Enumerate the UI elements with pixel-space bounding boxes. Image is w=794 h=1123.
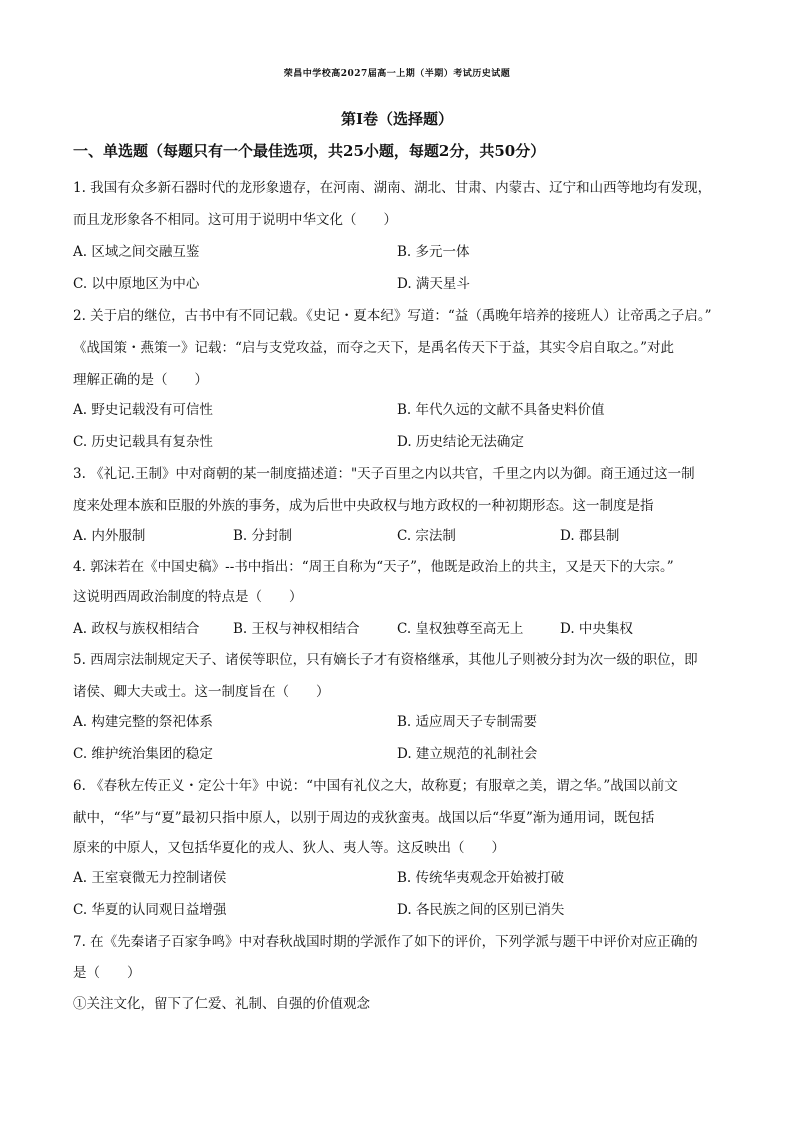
question-7-text-line-1: 7. 在《先秦诸子百家争鸣》中对春秋战国时期的学派作了如下的评价，下列学派与题干中评价对应正确的 [73, 934, 698, 950]
question-6-option-c: C. 华夏的认同观日益增强 [73, 902, 227, 918]
question-1-option-c: C. 以中原地区为中心 [73, 276, 200, 292]
question-4-option-c: C. 皇权独尊至高无上 [397, 621, 524, 637]
question-6-option-a: A. 王室衰微无力控制诸侯 [73, 870, 227, 886]
question-1-option-b: B. 多元一体 [397, 244, 470, 260]
question-6-text-line-1: 6. 《春秋左传正义・定公十年》中说：“中国有礼仪之大，故称夏；有服章之美，谓之华。”战国以前文 [73, 778, 678, 794]
question-4-option-b: B. 王权与神权相结合 [233, 621, 360, 637]
question-3-option-d: D. 郡县制 [560, 528, 620, 544]
question-4-text-line-2: 这说明西周政治制度的特点是（ ） [73, 589, 303, 605]
question-3-option-b: B. 分封制 [233, 528, 293, 544]
question-2-text-line-3: 理解正确的是（ ） [73, 372, 208, 388]
question-1-option-d: D. 满天星斗 [397, 276, 470, 292]
question-4-option-d: D. 中央集权 [560, 621, 633, 637]
question-5-text-line-1: 5. 西周宗法制规定天子、诸侯等职位，只有嫡长子才有资格继承，其他儿子则被分封为次一级的职位，即 [73, 652, 698, 668]
question-5-option-a: A. 构建完整的祭祀体系 [73, 714, 213, 730]
question-3-option-a: A. 内外服制 [73, 528, 146, 544]
question-1-option-a: A. 区域之间交融互鉴 [73, 244, 200, 260]
question-2-option-b: B. 年代久远的文献不具备史料价值 [397, 402, 605, 418]
question-3-text-line-1: 3. 《礼记.王制》中对商朝的某一制度描述道："天子百里之内以共官，千里之内以为御。商王通过这一制 [73, 466, 695, 482]
question-3-text-line-2: 度来处理本族和臣服的外族的事务，成为后世中央政权与地方政权的一种初期形态。这一制度是指 [73, 498, 654, 514]
question-4-text-line-1: 4. 郭沫若在《中国史稿》--书中指出：“周王自称为“天子”，他既是政治上的共主，又是天下的大宗。” [73, 559, 674, 575]
question-5-option-d: D. 建立规范的礼制社会 [397, 746, 538, 762]
question-2-option-d: D. 历史结论无法确定 [397, 434, 524, 450]
question-7-statement-1: ①关注文化，留下了仁爱、礼制、自强的价值观念 [73, 996, 370, 1012]
question-1-text-line-2: 而且龙形象各不相同。这可用于说明中华文化（ ） [73, 212, 397, 228]
question-6-text-line-3: 原来的中原人，又包括华夏化的戎人、狄人、夷人等。这反映出（ ） [73, 840, 505, 856]
question-5-text-line-2: 诸侯、卿大夫或士。这一制度旨在（ ） [73, 684, 330, 700]
question-2-text-line-2: 《战国策・燕策一》记载：“启与支党攻益，而夺之天下，是禹名传天下于益，其实令启自取之。”对此 [73, 340, 675, 356]
question-1-text-line-1: 1. 我国有众多新石器时代的龙形象遗存，在河南、湖南、湖北、甘肃、内蒙古、辽宁和山西等地均有发现， [73, 180, 712, 196]
question-6-option-b: B. 传统华夷观念开始被打破 [397, 870, 565, 886]
question-5-option-c: C. 维护统治集团的稳定 [73, 746, 213, 762]
question-5-option-b: B. 适应周天子专制需要 [397, 714, 538, 730]
question-2-option-c: C. 历史记载具有复杂性 [73, 434, 213, 450]
question-4-option-a: A. 政权与族权相结合 [73, 621, 200, 637]
section-heading: 一、单选题（每题只有一个最佳选项，共25小题，每题2分，共50分） [73, 142, 546, 160]
question-2-text-line-1: 2. 关于启的继位，古书中有不同记载。《史记・夏本纪》写道：“益（禹晚年培养的接班人）让帝禹之子启。” [73, 308, 712, 324]
question-6-option-d: D. 各民族之间的区别已消失 [397, 902, 565, 918]
question-6-text-line-2: 献中，“华”与“夏”最初只指中原人，以别于周边的戎狄蛮夷。战国以后“华夏”渐为通用词，既包括 [73, 810, 655, 826]
exam-title: 荣昌中学校高2027届高一上期（半期）考试历史试题 [283, 69, 511, 79]
question-7-text-line-2: 是（ ） [73, 965, 141, 981]
volume-subtitle: 第Ⅰ卷（选择题） [340, 110, 454, 128]
question-3-option-c: C. 宗法制 [397, 528, 456, 544]
question-2-option-a: A. 野史记载没有可信性 [73, 402, 213, 418]
